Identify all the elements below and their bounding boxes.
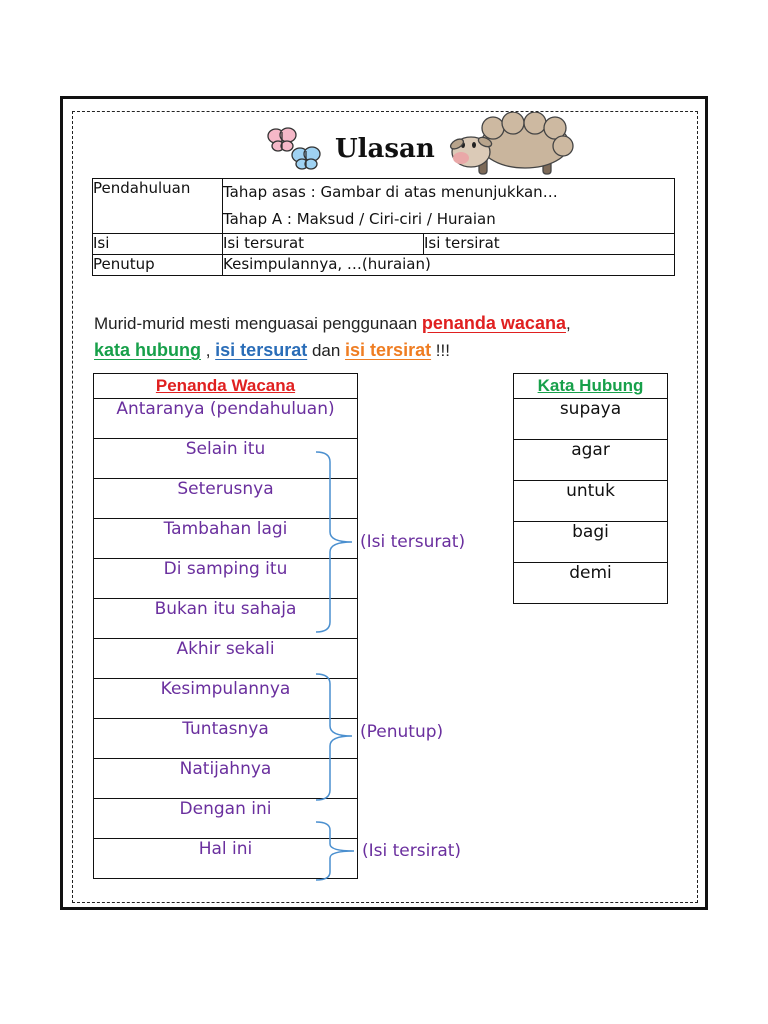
brace-isi-tersirat bbox=[312, 818, 362, 884]
row-cell: Kesimpulannya, …(huraian) bbox=[223, 255, 675, 276]
group-label-isi-tersurat: (Isi tersurat) bbox=[360, 532, 466, 552]
highlight-penanda-wacana: penanda wacana bbox=[421, 313, 566, 333]
kata-hubung-header: Kata Hubung bbox=[514, 374, 668, 399]
row-label: Pendahuluan bbox=[93, 179, 223, 234]
list-item: Di samping itu bbox=[94, 559, 358, 599]
row-content bbox=[223, 179, 675, 234]
list-item: Akhir sekali bbox=[94, 639, 358, 679]
list-item: agar bbox=[514, 440, 668, 481]
highlight-kata-hubung: kata hubung bbox=[94, 340, 201, 360]
list-item: supaya bbox=[514, 399, 668, 440]
kata-hubung-table bbox=[513, 373, 668, 604]
list-item: untuk bbox=[514, 481, 668, 522]
list-item: demi bbox=[514, 563, 668, 604]
list-item: Tambahan lagi bbox=[94, 519, 358, 559]
penanda-wacana-header: Penanda Wacana bbox=[94, 374, 358, 399]
list-item: Hal ini bbox=[94, 839, 358, 879]
instruction-part: , bbox=[565, 314, 571, 333]
group-label-penutup: (Penutup) bbox=[360, 722, 444, 742]
list-item: Dengan ini bbox=[94, 799, 358, 839]
row-cell: Isi tersirat bbox=[424, 234, 675, 255]
row-label: Isi bbox=[93, 234, 223, 255]
list-item: Selain itu bbox=[94, 439, 358, 479]
list-item: Natijahnya bbox=[94, 759, 358, 799]
butterflies-icon bbox=[266, 126, 324, 170]
row-label: Penutup bbox=[93, 255, 223, 276]
highlight-isi-tersirat: isi tersirat bbox=[345, 340, 432, 360]
list-item: Bukan itu sahaja bbox=[94, 599, 358, 639]
highlight-isi-tersurat: isi tersurat bbox=[215, 340, 308, 360]
list-item: Kesimpulannya bbox=[94, 679, 358, 719]
instruction-part: !!! bbox=[431, 341, 450, 360]
instruction-text bbox=[94, 310, 694, 364]
page-title: Ulasan bbox=[335, 134, 435, 164]
row-cell: Isi tersurat bbox=[223, 234, 424, 255]
brace-isi-tersurat bbox=[312, 448, 362, 636]
instruction-part: , bbox=[201, 341, 216, 360]
list-item: bagi bbox=[514, 522, 668, 563]
table-row bbox=[93, 179, 675, 234]
instruction-part: Murid-murid mesti menguasai penggunaan bbox=[94, 314, 422, 333]
list-item: Antaranya (pendahuluan) bbox=[94, 399, 358, 439]
list-item: Tuntasnya bbox=[94, 719, 358, 759]
table-row bbox=[93, 234, 675, 255]
instruction-part: dan bbox=[307, 341, 346, 360]
intro-table bbox=[92, 178, 675, 276]
table-row bbox=[93, 255, 675, 276]
sheep-icon bbox=[447, 112, 575, 178]
group-label-isi-tersirat: (Isi tersirat) bbox=[362, 841, 462, 861]
tahap-a-line: Tahap A : Maksud / Ciri-ciri / Huraian bbox=[223, 210, 496, 228]
tahap-asas-line: Tahap asas : Gambar di atas menunjukkan… bbox=[223, 183, 558, 201]
brace-penutup bbox=[312, 670, 362, 804]
list-item: Seterusnya bbox=[94, 479, 358, 519]
